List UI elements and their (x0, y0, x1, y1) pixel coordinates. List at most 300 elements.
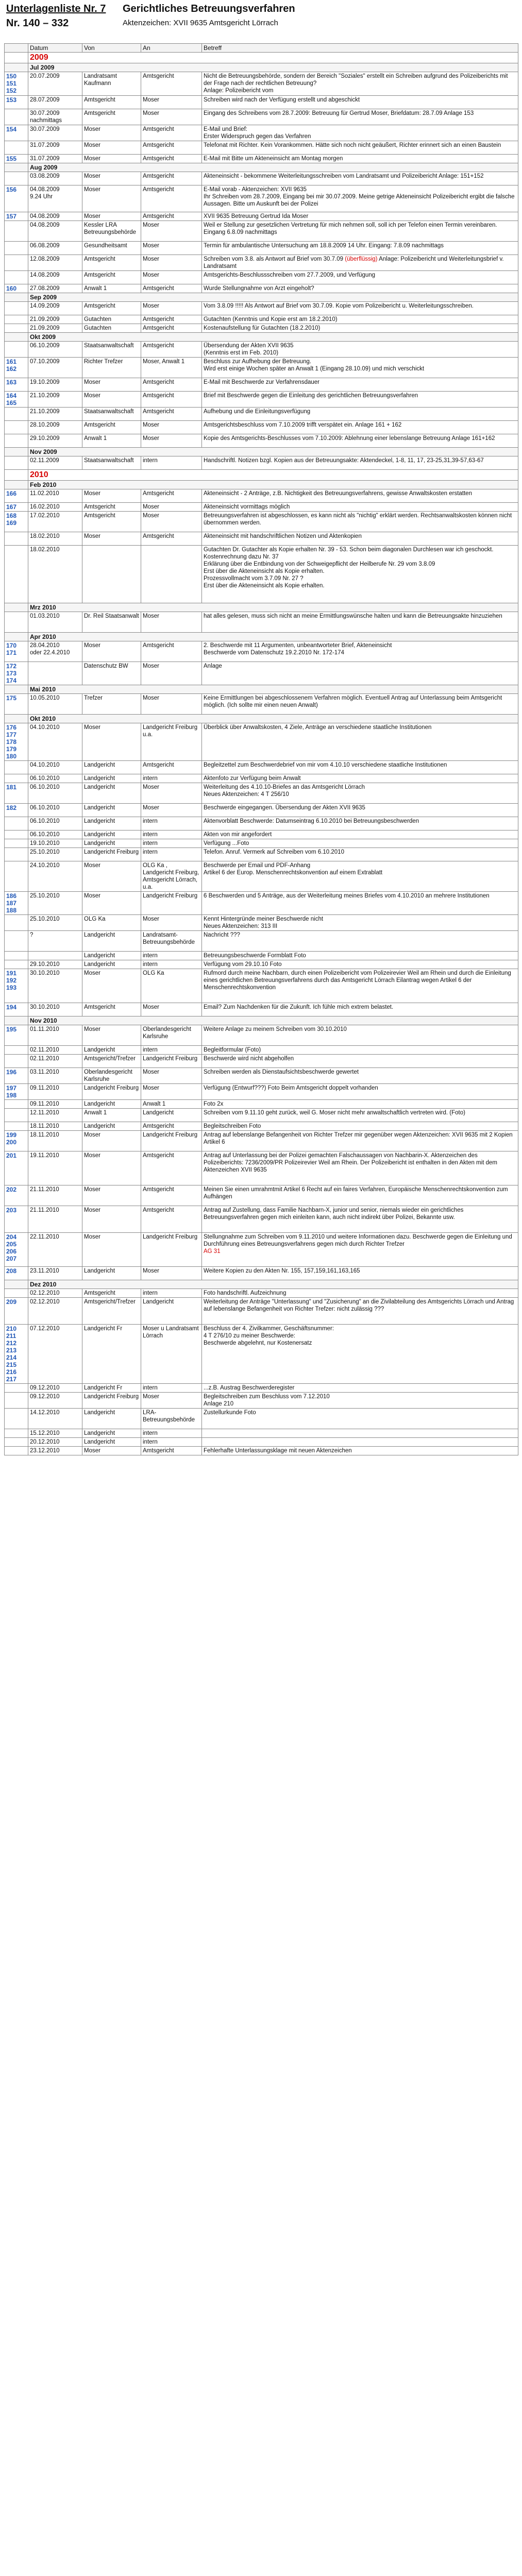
row-subject: Amtsgerichts-Beschlussschreiben vom 27.7.2009, und Verfügung (202, 271, 518, 284)
table-row (5, 662, 518, 685)
document-number (5, 315, 28, 324)
row-subject: Nachricht ??? (202, 931, 518, 952)
row-from: Moser (82, 861, 141, 892)
table-row (5, 839, 518, 848)
month-label: Feb 2010 (28, 481, 518, 489)
row-subject: Foto 2x (202, 1100, 518, 1109)
row-to: Landgericht Freiburg (141, 1233, 202, 1267)
month-label: Okt 2010 (28, 715, 518, 723)
table-row (5, 761, 518, 774)
row-subject: Weil er Stellung zur gesetzlichen Vertretung für mich nehmen soll, soll ich per Telefon einen Termin vereinbaren. Eingang 6.8.09 nachmittags (202, 221, 518, 242)
table-row (5, 315, 518, 324)
document-number: 191 192 193 (5, 969, 28, 1003)
row-date: 09.11.2010 (28, 1100, 82, 1109)
table-row (5, 185, 518, 212)
document-number (5, 1429, 28, 1438)
row-subject: Antrag auf lebenslange Befangenheit von Richter Trefzer mir gegenüber wegen Aktenzeichen: XVII 9635 mit 2 Kopien Artikel 6 (202, 1131, 518, 1151)
row-date: 22.11.2010 (28, 1233, 82, 1267)
table-row (5, 242, 518, 255)
row-subject: Rufmord durch meine Nachbarn, durch einen Polizeibericht vom Polizeirevier Weil am Rhein und durch die Einleitung eines gerichtlichen Betreuungsverfahrens durch das Amtsgericht Lörrach Eilantrag wegen Artikel 6 der Menschenrechtskonvention (202, 969, 518, 1003)
table-row (5, 172, 518, 185)
row-subject: Kostenaufstellung für Gutachten (18.2.2010) (202, 324, 518, 333)
table-row (5, 1046, 518, 1055)
table-row (5, 1003, 518, 1016)
document-number (5, 774, 28, 783)
document-number (5, 831, 28, 839)
row-date: 20.07.2009 (28, 72, 82, 96)
table-row (5, 503, 518, 512)
row-from: Landgericht (82, 960, 141, 969)
row-date: 25.10.2010 (28, 915, 82, 931)
row-subject: Akteneinsicht - 2 Anträge, z.B. Nichtigkeit des Betreuungsverfahrens, gewisse Anwaltskosten erstatten (202, 489, 518, 503)
row-date: 14.08.2009 (28, 271, 82, 284)
table-row (5, 1409, 518, 1429)
row-date: 02.11.2010 (28, 1046, 82, 1055)
row-date: 19.11.2010 (28, 1151, 82, 1185)
row-date: 30.07.2009 (28, 125, 82, 141)
row-from: Landgericht (82, 774, 141, 783)
row-from: Anwalt 1 (82, 434, 141, 448)
row-date: 06.10.2010 (28, 831, 82, 839)
row-from: Staatsanwaltschaft (82, 408, 141, 421)
document-number (5, 342, 28, 358)
row-from: Moser (82, 212, 141, 221)
row-date: 06.10.2010 (28, 804, 82, 817)
row-subject: E-Mail vorab - Aktenzeichen: XVII 9635 Ihr Schreiben vom 28.7.2009, Eingang bei mir 30.07.2009. Meine getrige Akteneinsicht Polizeibericht ergibt die falsche Aussagen. Bitte um Auskunft bei der Polizei (202, 185, 518, 212)
row-date: 02.11.2010 (28, 1055, 82, 1068)
row-from: Moser (82, 723, 141, 761)
row-subject: Begleitschreiben Foto (202, 1122, 518, 1131)
row-date: 16.02.2010 (28, 503, 82, 512)
row-date: 31.07.2009 (28, 141, 82, 155)
row-subject: Handschriftl. Notizen bzgl. Kopien aus der Betreuungsakte: Aktendeckel, 1-8, 11, 17, 23-25,31,39-57,63-67 (202, 456, 518, 470)
table-row (5, 774, 518, 783)
table-row (5, 1384, 518, 1393)
row-subject: Email? Zum Nachdenken für die Zukunft. Ich fühle mich extrem belastet. (202, 1003, 518, 1016)
month-row (5, 293, 518, 302)
table-row (5, 1122, 518, 1131)
document-number (5, 1393, 28, 1409)
document-number: 201 (5, 1151, 28, 1185)
document-number (5, 421, 28, 434)
row-from: Landgericht (82, 831, 141, 839)
document-number: 166 (5, 489, 28, 503)
document-number (5, 817, 28, 831)
row-from: Landgericht Freiburg (82, 848, 141, 861)
document-number: 168 169 (5, 512, 28, 532)
month-row (5, 163, 518, 172)
row-from: Landgericht (82, 1122, 141, 1131)
row-to: Moser (141, 1068, 202, 1084)
row-subject: Eingang des Schreibens vom 28.7.2009: Betreuung für Gertrud Moser, Briefdatum: 28.7.09 Anlage 153 (202, 109, 518, 125)
document-number: 157 (5, 212, 28, 221)
table-row (5, 931, 518, 952)
row-from: Amtsgericht (82, 1003, 141, 1016)
row-subject: Beschwerde per Email und PDF-Anhang Artikel 6 der Europ. Menschenrechtskonvention auf einem Extrablatt (202, 861, 518, 892)
row-from: Gutachten (82, 324, 141, 333)
row-to: OLG Ka (141, 969, 202, 1003)
row-to: Landgericht (141, 1109, 202, 1122)
table-row (5, 1100, 518, 1109)
table-row (5, 892, 518, 915)
row-date: 18.02.2010 (28, 546, 82, 603)
document-number (5, 1409, 28, 1429)
row-from: Staatsanwaltschaft (82, 342, 141, 358)
document-number: 170 171 (5, 641, 28, 662)
row-to: Moser (141, 271, 202, 284)
table-row (5, 694, 518, 715)
table-row (5, 255, 518, 271)
row-subject: Aktenvorblatt Beschwerde: Datumseintrag 6.10.2010 bei Betreuungsbeschwerden (202, 817, 518, 831)
row-to: Amtsgericht (141, 1206, 202, 1233)
row-to: Moser (141, 783, 202, 804)
row-date: 06.10.2010 (28, 817, 82, 831)
row-from: Landgericht (82, 839, 141, 848)
row-subject (202, 1438, 518, 1447)
row-date: 12.08.2009 (28, 255, 82, 271)
table-row (5, 378, 518, 392)
row-date: 21.10.2009 (28, 392, 82, 408)
table-row (5, 1151, 518, 1185)
year-row (5, 470, 518, 481)
row-subject: Akteneinsicht - bekommene Weiterleitungsschreiben vom Landratsamt und Polizeibericht Anlage: 151+152 (202, 172, 518, 185)
document-number: 195 (5, 1025, 28, 1046)
row-from: Moser (82, 392, 141, 408)
table-row (5, 456, 518, 470)
row-date: 09.11.2010 (28, 1084, 82, 1100)
row-date: 19.10.2010 (28, 839, 82, 848)
row-to: Amtsgericht (141, 378, 202, 392)
row-from: Landratsamt Kaufmann (82, 72, 141, 96)
document-number (5, 1438, 28, 1447)
highlight-text: (überflüssig) (345, 256, 378, 262)
row-subject: Schreiben wird nach der Verfügung erstellt und abgeschickt (202, 96, 518, 109)
document-number (5, 1100, 28, 1109)
month-label: Dez 2010 (28, 1280, 518, 1289)
row-date: 21.11.2010 (28, 1206, 82, 1233)
table-row (5, 1438, 518, 1447)
month-label: Nov 2009 (28, 448, 518, 456)
row-to: intern (141, 774, 202, 783)
document-number: 197 198 (5, 1084, 28, 1100)
row-date: 03.08.2009 (28, 172, 82, 185)
row-subject: Antrag auf Unterlassung bei der Polizei gemachten Falschaussagen von Nachbarin-X. Aktenzeichen des Polizeiberichts: 7236/2009/PR Polizeirevier Weil am Rhein. Der Polizeibericht ist enthalten in den Akten mit dem Aktenzeichen XVII 9635 (202, 1151, 518, 1185)
row-to: Amtsgericht (141, 408, 202, 421)
document-number: 156 (5, 185, 28, 212)
row-to: Amtsgericht (141, 532, 202, 546)
row-from: Kessler LRA Betreuungsbehörde (82, 221, 141, 242)
row-date: 20.12.2010 (28, 1438, 82, 1447)
row-subject: 6 Beschwerden und 5 Anträge, aus der Weiterleitung meines Briefes vom 4.10.2010 an mehrere Institutionen (202, 892, 518, 915)
row-to: intern (141, 817, 202, 831)
row-to: Landgericht Freiburg (141, 1131, 202, 1151)
document-number (5, 532, 28, 546)
row-from: Anwalt 1 (82, 284, 141, 293)
month-row (5, 1016, 518, 1025)
row-subject: Akteneinsicht mit handschriftlichen Notizen und Aktenkopien (202, 532, 518, 546)
row-to: Amtsgericht (141, 342, 202, 358)
row-subject: Begleitzettel zum Beschwerdebrief von mir vom 4.10.10 verschiedene staatliche Institutionen (202, 761, 518, 774)
document-number: 199 200 (5, 1131, 28, 1151)
table-row (5, 96, 518, 109)
row-to: intern (141, 952, 202, 960)
row-to: Landgericht (141, 1298, 202, 1325)
table-row (5, 861, 518, 892)
row-subject: Verfügung vom 29.10.10 Foto (202, 960, 518, 969)
table-row (5, 546, 518, 603)
document-number (5, 434, 28, 448)
row-from: Moser (82, 1025, 141, 1046)
table-row (5, 1325, 518, 1384)
table-row (5, 641, 518, 662)
table-row (5, 324, 518, 333)
table-row (5, 817, 518, 831)
column-header-nr (5, 44, 28, 53)
row-to: Amtsgericht (141, 1447, 202, 1455)
row-subject: Kennt Hintergründe meiner Beschwerde nicht Neues Aktenzeichen: 313 III (202, 915, 518, 931)
row-subject: Kopie des Amtsgerichts-Beschlusses vom 7.10.2009: Ablehnung einer lebenslange Betreuung Anlage 161+162 (202, 434, 518, 448)
month-label: Aug 2009 (28, 163, 518, 172)
row-from: Datenschutz BW (82, 662, 141, 685)
row-date: 06.10.2010 (28, 774, 82, 783)
month-row (5, 1280, 518, 1289)
row-subject: Schreiben werden als Dienstaufsichtsbeschwerde gewertet (202, 1068, 518, 1084)
row-to: Amtsgericht (141, 155, 202, 163)
month-label: Apr 2010 (28, 633, 518, 641)
documents-table (4, 43, 518, 1455)
document-number (5, 915, 28, 931)
row-from: Amtsgericht/Trefzer (82, 1055, 141, 1068)
document-number: 208 (5, 1267, 28, 1280)
document-header (4, 3, 518, 43)
row-from: Landgericht (82, 817, 141, 831)
row-from: Amtsgericht (82, 96, 141, 109)
month-label: Mrz 2010 (28, 603, 518, 612)
row-subject: Vom 3.8.09 !!!!! Als Antwort auf Brief vom 30.7.09. Kopie vom Polizeibericht u. Weiterleitungsschreiben. (202, 302, 518, 315)
row-from: Landgericht (82, 952, 141, 960)
document-number (5, 931, 28, 952)
row-subject: Gutachten Dr. Gutachter als Kopie erhalten Nr. 39 - 53. Schon beim diagonalen Durchlesen war ich geschockt. Kostenrechnung dazu Nr. 37 Erklärung über die Entbindung von der Schweigepflicht der Heilberufe Nr. 29 vom 3.8.09 Erst über die Akteneinsicht als Kopie erhalten. Prozessvollmacht vom 3.7.09 Nr. 27 ? Erst über die Akteneinsicht als Kopie erhalten. (202, 546, 518, 603)
row-from: Moser (82, 969, 141, 1003)
row-from: Amtsgericht (82, 109, 141, 125)
row-subject: Begleitformular (Foto) (202, 1046, 518, 1055)
document-number (5, 109, 28, 125)
row-date: 21.11.2010 (28, 1185, 82, 1206)
row-from: Gutachten (82, 315, 141, 324)
row-subject: Termin für ambulantische Untersuchung am 18.8.2009 14 Uhr. Eingang: 7.8.09 nachmittags (202, 242, 518, 255)
document-number: 196 (5, 1068, 28, 1084)
table-row (5, 1025, 518, 1046)
document-number: 155 (5, 155, 28, 163)
row-from: Moser (82, 155, 141, 163)
row-from: Dr. Reil Staatsanwalt (82, 612, 141, 633)
document-number: 186 187 188 (5, 892, 28, 915)
row-to: Moser (141, 503, 202, 512)
row-to: Landgericht Freiburg (141, 1055, 202, 1068)
document-number (5, 172, 28, 185)
row-to: Moser (141, 302, 202, 315)
row-date: 21.10.2009 (28, 408, 82, 421)
row-from: Amtsgericht (82, 1289, 141, 1298)
row-date: 28.04.2010 oder 22.4.2010 (28, 641, 82, 662)
table-row (5, 212, 518, 221)
row-subject: Wurde Stellungnahme von Arzt eingeholt? (202, 284, 518, 293)
row-date: 06.10.2010 (28, 783, 82, 804)
row-date: 12.11.2010 (28, 1109, 82, 1122)
row-to: Amtsgericht (141, 641, 202, 662)
row-subject: E-Mail mit Beschwerde zur Verfahrensdauer (202, 378, 518, 392)
row-from: Moser (82, 172, 141, 185)
table-row (5, 848, 518, 861)
row-date: 11.02.2010 (28, 489, 82, 503)
document-number: 167 (5, 503, 28, 512)
row-to: Amtsgericht (141, 489, 202, 503)
row-date: 28.10.2009 (28, 421, 82, 434)
row-from: Landgericht Fr (82, 1325, 141, 1384)
row-from: Moser (82, 378, 141, 392)
row-subject: Anlage (202, 662, 518, 685)
row-subject: Betreuungsbeschwerde Formblatt Foto (202, 952, 518, 960)
table-row (5, 221, 518, 242)
row-subject: Fehlerhafte Unterlassungsklage mit neuen Aktenzeichen (202, 1447, 518, 1455)
table-row (5, 342, 518, 358)
column-header-date: Datum (28, 44, 82, 53)
document-number: 209 (5, 1298, 28, 1325)
table-row (5, 1109, 518, 1122)
row-to: Moser (141, 434, 202, 448)
document-number (5, 1384, 28, 1393)
row-to: intern (141, 1429, 202, 1438)
document-number (5, 242, 28, 255)
row-date: 10.05.2010 (28, 694, 82, 715)
row-from: Moser (82, 1447, 141, 1455)
row-to: Amtsgericht (141, 1151, 202, 1185)
document-number: 175 (5, 694, 28, 715)
row-to: Moser, Anwalt 1 (141, 358, 202, 378)
table-row (5, 141, 518, 155)
row-to: Landgericht Freiburg (141, 892, 202, 915)
row-subject: Beschluss der 4. Zivilkammer, Geschäftsnummer: 4 T 276/10 zu meiner Beschwerde: Beschwerde abgelehnt, nur Kostenersatz (202, 1325, 518, 1384)
row-from: Staatsanwaltschaft (82, 456, 141, 470)
document-number (5, 221, 28, 242)
document-number (5, 761, 28, 774)
row-from: Landgericht (82, 1409, 141, 1429)
row-from: Moser (82, 141, 141, 155)
document-number (5, 1109, 28, 1122)
document-number (5, 839, 28, 848)
row-date: 07.12.2010 (28, 1325, 82, 1384)
row-from: Amtsgericht (82, 271, 141, 284)
row-to: Oberlandesgericht Karlsruhe (141, 1025, 202, 1046)
row-date: 02.12.2010 (28, 1289, 82, 1298)
row-to: Amtsgericht (141, 212, 202, 221)
row-date: 14.12.2010 (28, 1409, 82, 1429)
row-to: Moser (141, 512, 202, 532)
row-date: 07.10.2009 (28, 358, 82, 378)
row-date: 15.12.2010 (28, 1429, 82, 1438)
document-number: 172 173 174 (5, 662, 28, 685)
row-from: Amtsgericht (82, 421, 141, 434)
row-date: 30.10.2010 (28, 1003, 82, 1016)
row-to: Amtsgericht (141, 284, 202, 293)
row-to: intern (141, 1046, 202, 1055)
row-subject: Begleitschreiben zum Beschluss vom 7.12.2010 Anlage 210 (202, 1393, 518, 1409)
row-to: Anwalt 1 (141, 1100, 202, 1109)
row-date: 01.11.2010 (28, 1025, 82, 1046)
row-to: Landratsamt-Betreuungsbehörde (141, 931, 202, 952)
document-number (5, 546, 28, 603)
row-from (82, 546, 141, 603)
table-row (5, 831, 518, 839)
list-range: Nr. 140 – 332 (6, 18, 69, 29)
row-from: Moser (82, 125, 141, 141)
table-row (5, 72, 518, 96)
row-subject: 2. Beschwerde mit 11 Argumenten, unbeantworteter Brief, Akteneinsicht Beschwerde vom Datenschutz 19.2.2010 Nr. 172-174 (202, 641, 518, 662)
row-from: Amtsgericht (82, 503, 141, 512)
document-number (5, 324, 28, 333)
row-to: Moser (141, 1084, 202, 1100)
row-to: Moser (141, 1003, 202, 1016)
row-subject: Weitere Kopien zu den Akten Nr. 155, 157,159,161,163,165 (202, 1267, 518, 1280)
table-body (5, 53, 518, 1455)
row-subject: Schreiben vom 3.8. als Antwort auf Brief vom 30.7.09 (überflüssig) Anlage: Polizeibericht und Weiterleitungsbrief v. Landratsamt (202, 255, 518, 271)
month-row (5, 633, 518, 641)
row-to: intern (141, 1384, 202, 1393)
document-number: 202 (5, 1185, 28, 1206)
row-date: 18.11.2010 (28, 1122, 82, 1131)
document-number (5, 1055, 28, 1068)
month-row (5, 481, 518, 489)
table-row (5, 408, 518, 421)
document-number: 163 (5, 378, 28, 392)
row-from: Landgericht (82, 1046, 141, 1055)
row-to: Moser (141, 1393, 202, 1409)
row-to: Moser (141, 221, 202, 242)
table-row (5, 1298, 518, 1325)
row-date: 29.10.2010 (28, 960, 82, 969)
document-number: 210 211 212 213 214 215 216 217 (5, 1325, 28, 1384)
row-to: Landgericht Freiburg u.a. (141, 723, 202, 761)
table-row (5, 723, 518, 761)
row-subject: Beschwerde wird nicht abgeholfen (202, 1055, 518, 1068)
row-date: 27.08.2009 (28, 284, 82, 293)
row-from: Oberlandesgericht Karlsruhe (82, 1068, 141, 1084)
table-row (5, 512, 518, 532)
row-subject: ...z.B. Austrag Beschwerderegister (202, 1384, 518, 1393)
row-to: Moser u Landratsamt Lörrach (141, 1325, 202, 1384)
row-date: ? (28, 931, 82, 952)
row-from: Amtsgericht (82, 512, 141, 532)
document-number (5, 408, 28, 421)
row-subject: hat alles gelesen, muss sich nicht an meine Ermittlungswünsche halten und kann die Betreuungsakte hinzuziehen (202, 612, 518, 633)
document-number (5, 456, 28, 470)
row-date: 01.03.2010 (28, 612, 82, 633)
month-row (5, 603, 518, 612)
row-from: Landgericht (82, 1267, 141, 1280)
row-date: 21.09.2009 (28, 315, 82, 324)
row-from: Moser (82, 1185, 141, 1206)
table-row (5, 1233, 518, 1267)
row-date: 30.07.2009 nachmittags (28, 109, 82, 125)
row-to: Moser (141, 109, 202, 125)
row-to: Moser (141, 421, 202, 434)
document-number (5, 1122, 28, 1131)
document-number (5, 141, 28, 155)
document-number: 182 (5, 804, 28, 817)
row-from: Landgericht (82, 761, 141, 774)
row-date: 18.02.2010 (28, 532, 82, 546)
document-number (5, 952, 28, 960)
